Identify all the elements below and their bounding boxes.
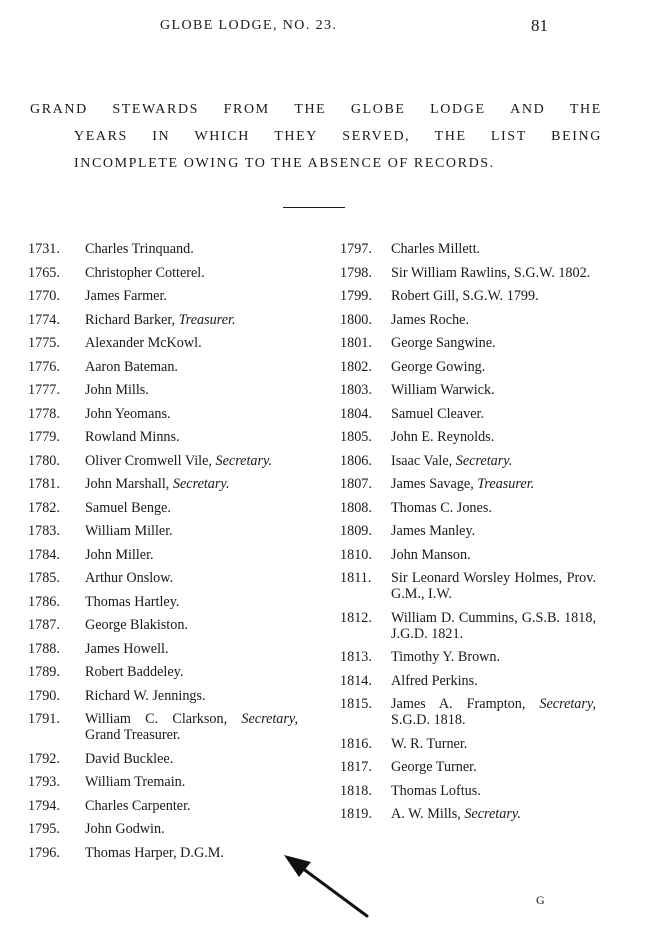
entry-name-block: [391, 500, 596, 516]
entry-name: William Miller.: [85, 523, 173, 539]
entry-year: 1793.: [28, 774, 60, 790]
entry-name: Thomas C. Jones.: [391, 499, 492, 516]
entry-name-block: [85, 523, 298, 539]
right-column: [340, 241, 596, 830]
steward-entry: [28, 641, 298, 657]
entry-name: James Howell.: [85, 640, 169, 657]
steward-entry: [28, 406, 298, 422]
entry-name-block: [85, 382, 298, 398]
steward-entry: [340, 806, 596, 822]
entry-name-block: [391, 406, 596, 422]
heading-word: LODGE: [430, 102, 486, 117]
heading-word: BEING: [551, 129, 602, 144]
heading-word: WHICH: [194, 129, 250, 144]
heading-word: YEARS: [74, 129, 128, 144]
entry-name-block: [391, 288, 596, 304]
heading-word: AND: [510, 102, 546, 117]
entry-name: William Warwick.: [391, 382, 495, 398]
entry-year: 1777.: [28, 382, 60, 398]
steward-entry: [28, 312, 298, 328]
entry-name: William Tremain.: [85, 774, 186, 790]
entry-year: 1770.: [28, 288, 60, 304]
entry-name-block: [85, 688, 298, 704]
entry-name-block: [85, 798, 298, 814]
entry-name: Charles Trinquand.: [85, 241, 194, 257]
entry-name: Charles Carpenter.: [85, 797, 191, 814]
steward-entry: [340, 673, 596, 689]
entry-name-block: [85, 429, 298, 445]
steward-entry: [28, 664, 298, 680]
entry-year: 1801.: [340, 335, 372, 351]
entry-name: William D. Cummins, G.S.B. 1818, J.G.D. 1821.: [391, 609, 596, 642]
steward-entry: [28, 594, 298, 610]
steward-entry: [28, 453, 298, 469]
entry-year: 1789.: [28, 664, 60, 680]
entry-name-block: [391, 265, 596, 281]
entry-name-block: [85, 241, 298, 257]
entry-year: 1794.: [28, 797, 60, 814]
entry-role: Treasurer.: [178, 311, 236, 328]
entry-year: 1787.: [28, 617, 60, 633]
entry-name-block: [391, 523, 596, 539]
entry-year: 1809.: [340, 523, 372, 539]
heading-word: SERVED,: [342, 129, 411, 144]
steward-entry: [340, 382, 596, 398]
entry-name: John E. Reynolds.: [391, 429, 495, 445]
entry-name-block: [391, 453, 596, 469]
steward-entry: [28, 711, 298, 743]
entry-name: W. R. Turner.: [391, 735, 468, 752]
steward-entry: [340, 649, 596, 665]
steward-entry: [340, 696, 596, 728]
entry-role: Secretary,: [539, 696, 596, 712]
heading-word: LIST: [490, 129, 527, 144]
entry-name: James A. Frampton,: [391, 696, 540, 712]
entry-name: Samuel Cleaver.: [391, 405, 484, 422]
steward-entry: [28, 265, 298, 281]
section-divider: [283, 207, 345, 208]
steward-entry: [28, 476, 298, 492]
entry-name: Samuel Benge.: [85, 499, 171, 516]
running-head: GLOBE LODGE, NO. 23.: [160, 18, 338, 33]
entry-name: Robert Gill, S.G.W. 1799.: [391, 288, 539, 304]
entry-role: Secretary.: [455, 452, 513, 469]
entry-name: Alexander McKowl.: [85, 335, 202, 351]
steward-entry: [28, 798, 298, 814]
entry-year: 1799.: [340, 288, 372, 304]
entry-name: David Bucklee.: [85, 750, 174, 767]
entry-name-block: [85, 406, 298, 422]
heading-line-2: [74, 123, 602, 150]
heading-line-3: INCOMPLETE OWING TO THE ABSENCE OF RECORDS.: [74, 156, 495, 171]
entry-name-block: [391, 382, 596, 398]
steward-entry: [340, 288, 596, 304]
page-header: [0, 18, 646, 40]
entry-year: 1811.: [340, 570, 372, 586]
entry-year: 1776.: [28, 358, 60, 375]
steward-entry: [28, 382, 298, 398]
entry-year: 1819.: [340, 806, 372, 822]
entry-name-block: [85, 359, 298, 375]
entry-year: 1779.: [28, 429, 60, 445]
entry-name-block: [85, 845, 298, 861]
entry-name-block: [391, 476, 596, 492]
entry-name-block: [85, 821, 298, 837]
entry-year: 1805.: [340, 429, 372, 445]
entry-name: John Manson.: [391, 546, 471, 563]
entry-year: 1791.: [28, 711, 60, 727]
entry-name: George Turner.: [391, 759, 477, 775]
steward-entry: [340, 359, 596, 375]
entry-name: Sir Leonard Worsley Holmes, Prov. G.M., I.W.: [391, 570, 596, 602]
steward-entry: [28, 688, 298, 704]
left-column: [28, 241, 298, 868]
entry-name: Timothy Y. Brown.: [391, 649, 501, 665]
entry-name: Aaron Bateman.: [85, 358, 178, 375]
entry-name-block: [391, 429, 596, 445]
entry-name-block: [391, 783, 596, 799]
heading-word: THE: [434, 129, 467, 144]
page-number: 81: [531, 16, 548, 35]
entry-name-block: [391, 241, 596, 257]
entry-year: 1797.: [340, 241, 372, 257]
entry-year: 1790.: [28, 687, 60, 704]
steward-entry: [28, 335, 298, 351]
entry-year: 1796.: [28, 844, 60, 861]
entry-name: John Mills.: [85, 382, 149, 398]
steward-entry: [28, 288, 298, 304]
entry-name-block: [391, 696, 596, 728]
steward-entry: [340, 783, 596, 799]
entry-name-block: [85, 335, 298, 351]
steward-entry: [28, 617, 298, 633]
entry-name: Christopher Cotterel.: [85, 264, 205, 281]
entry-name: John Godwin.: [85, 821, 165, 837]
heading-word: THE: [294, 102, 327, 117]
entry-year: 1788.: [28, 640, 60, 657]
steward-entry: [340, 759, 596, 775]
entry-name: John Yeomans.: [85, 405, 171, 422]
entry-year: 1798.: [340, 264, 372, 281]
entry-year: 1813.: [340, 649, 372, 665]
entry-name-block: [391, 759, 596, 775]
entry-name-block: [85, 476, 298, 492]
section-heading: [30, 96, 602, 177]
steward-entry: [340, 570, 596, 602]
entry-name: William C. Clarkson,: [85, 711, 242, 727]
entry-name-block: [85, 751, 298, 767]
entry-year: 1803.: [340, 382, 372, 398]
entry-year: 1800.: [340, 311, 372, 328]
entry-suffix: Grand Treasurer.: [85, 727, 181, 743]
entry-year: 1765.: [28, 264, 60, 281]
steward-entry: [28, 523, 298, 539]
steward-entry: [28, 845, 298, 861]
heading-word: GLOBE: [350, 102, 406, 117]
entry-year: 1795.: [28, 821, 60, 837]
steward-entry: [28, 570, 298, 586]
entry-year: 1815.: [340, 696, 372, 712]
entry-name: Rowland Minns.: [85, 429, 180, 445]
entry-name: Robert Baddeley.: [85, 664, 184, 680]
entry-name: Richard W. Jennings.: [85, 687, 206, 704]
steward-entry: [28, 500, 298, 516]
entry-year: 1806.: [340, 452, 372, 469]
entry-name: James Manley.: [391, 523, 476, 539]
entry-suffix: S.G.D. 1818.: [391, 712, 466, 728]
entry-year: 1785.: [28, 570, 60, 586]
entry-role: Secretary.: [464, 806, 521, 822]
entry-year: 1774.: [28, 311, 60, 328]
entry-year: 1782.: [28, 499, 60, 516]
entry-name: Thomas Loftus.: [391, 782, 481, 799]
steward-entry: [340, 453, 596, 469]
entry-year: 1786.: [28, 593, 60, 610]
entry-name-block: [391, 610, 596, 642]
entry-name: John Miller.: [85, 546, 154, 563]
entry-name: James Roche.: [391, 311, 470, 328]
entry-name-block: [85, 500, 298, 516]
entry-name: Arthur Onslow.: [85, 570, 174, 586]
entry-name: A. W. Mills,: [391, 806, 465, 822]
entry-name: James Savage,: [391, 476, 478, 492]
entry-name-block: [391, 736, 596, 752]
steward-entry: [340, 265, 596, 281]
steward-entry: [28, 774, 298, 790]
entry-year: 1812.: [340, 609, 372, 626]
entry-name: Thomas Harper, D.G.M.: [85, 844, 224, 861]
entry-name: Richard Barker,: [85, 311, 179, 328]
heading-word: FROM: [223, 102, 270, 117]
entry-name-block: [85, 453, 298, 469]
heading-word: THEY: [274, 129, 318, 144]
entry-year: 1807.: [340, 476, 372, 492]
entry-name: George Gowing.: [391, 358, 486, 375]
entry-name: Isaac Vale,: [391, 452, 456, 469]
entry-year: 1775.: [28, 335, 60, 351]
entry-year: 1792.: [28, 750, 60, 767]
entry-name: George Blakiston.: [85, 617, 188, 633]
steward-entry: [340, 500, 596, 516]
entry-name-block: [391, 335, 596, 351]
steward-entry: [28, 241, 298, 257]
steward-entry: [340, 335, 596, 351]
steward-entry: [340, 406, 596, 422]
signature-mark: G: [536, 893, 545, 907]
entry-name-block: [85, 774, 298, 790]
entry-name: James Farmer.: [85, 288, 167, 304]
entry-name: John Marshall,: [85, 476, 173, 492]
entry-name-block: [85, 288, 298, 304]
steward-entry: [28, 429, 298, 445]
entry-role: Secretary.: [215, 452, 273, 469]
entry-year: 1781.: [28, 476, 60, 492]
entry-year: 1731.: [28, 241, 60, 257]
entry-name: Sir William Rawlins, S.G.W. 1802.: [391, 264, 591, 281]
entry-name-block: [391, 649, 596, 665]
entry-year: 1814.: [340, 672, 372, 689]
steward-entry: [28, 359, 298, 375]
entry-year: 1808.: [340, 499, 372, 516]
steward-entry: [340, 736, 596, 752]
entry-name-block: [85, 312, 298, 328]
entry-year: 1804.: [340, 405, 372, 422]
entry-year: 1810.: [340, 546, 372, 563]
entry-role: Treasurer.: [477, 476, 535, 492]
entry-name: Charles Millett.: [391, 241, 481, 257]
steward-entry: [28, 751, 298, 767]
entry-year: 1780.: [28, 452, 60, 469]
entry-name-block: [85, 547, 298, 563]
steward-entry: [28, 821, 298, 837]
arrow-pointer-icon: [278, 850, 374, 922]
entry-name-block: [391, 806, 596, 822]
entry-year: 1778.: [28, 405, 60, 422]
steward-entry: [340, 523, 596, 539]
entry-name-block: [85, 641, 298, 657]
entry-name-block: [391, 673, 596, 689]
heading-word: THE: [569, 102, 602, 117]
entry-name: Oliver Cromwell Vile,: [85, 452, 216, 469]
entry-year: 1802.: [340, 358, 372, 375]
steward-entry: [340, 429, 596, 445]
steward-entry: [340, 312, 596, 328]
entry-name-block: [85, 711, 298, 743]
heading-line-1: [30, 96, 602, 123]
entry-role: Secretary,: [241, 711, 298, 727]
entry-role: Secretary.: [172, 476, 230, 492]
entry-name-block: [391, 359, 596, 375]
entry-year: 1816.: [340, 735, 372, 752]
entry-name: Thomas Hartley.: [85, 593, 180, 610]
entry-name-block: [391, 570, 596, 602]
heading-word: IN: [152, 129, 171, 144]
steward-entry: [340, 241, 596, 257]
entry-name: Alfred Perkins.: [391, 672, 478, 689]
entry-year: 1817.: [340, 759, 372, 775]
entry-name-block: [85, 664, 298, 680]
steward-entry: [340, 610, 596, 642]
heading-word: GRAND: [30, 102, 88, 117]
steward-entry: [340, 547, 596, 563]
entry-year: 1818.: [340, 782, 372, 799]
entry-name-block: [391, 312, 596, 328]
entry-year: 1783.: [28, 523, 60, 539]
entry-name-block: [85, 594, 298, 610]
entry-name: George Sangwine.: [391, 335, 496, 351]
entry-name-block: [85, 570, 298, 586]
entry-name-block: [85, 617, 298, 633]
entry-name-block: [85, 265, 298, 281]
heading-word: STEWARDS: [112, 102, 200, 117]
entry-year: 1784.: [28, 546, 60, 563]
steward-entry: [340, 476, 596, 492]
entry-name-block: [391, 547, 596, 563]
steward-entry: [28, 547, 298, 563]
